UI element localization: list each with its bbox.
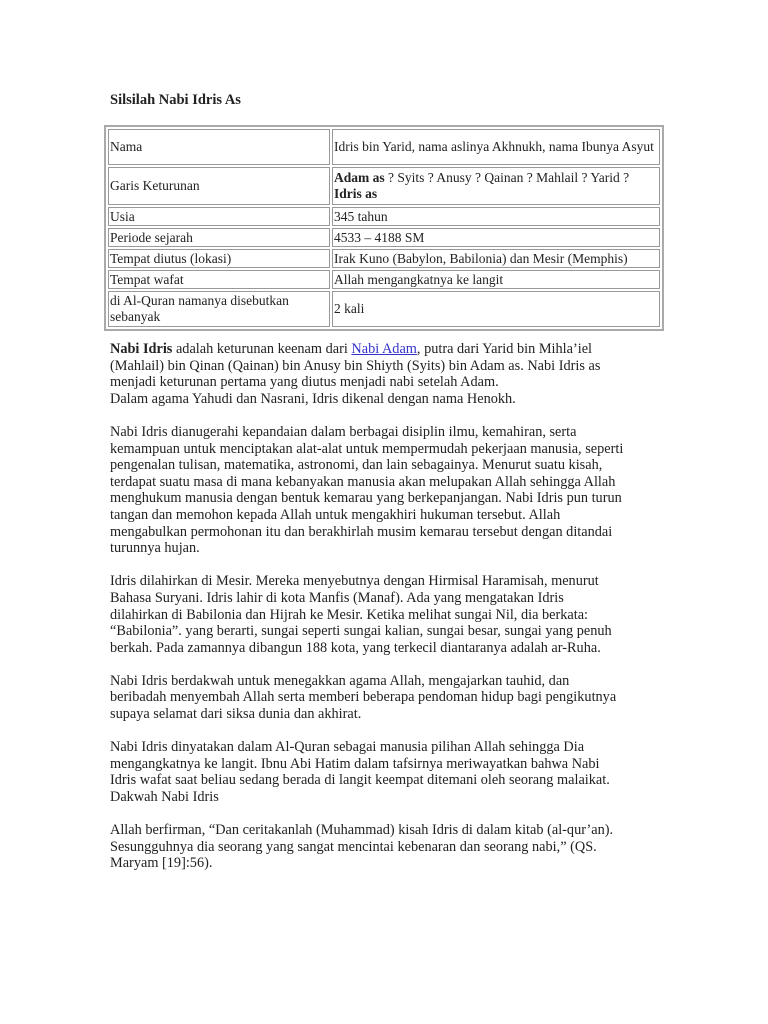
- text-line: Idris dilahirkan di Mesir. Mereka menyebutnya dengan Hirmisal Haramisah, menurut: [110, 573, 599, 590]
- table-key: Usia: [108, 207, 330, 226]
- text-line: terdapat suatu masa di mana kebanyakan manusia akan melupakan Allah sehingga Allah: [110, 473, 616, 490]
- text-line: Nabi Idris berdakwah untuk menegakkan agama Allah, mengajarkan tauhid, dan: [110, 672, 570, 689]
- paragraph: [110, 822, 670, 872]
- table-value: 345 tahun: [332, 207, 660, 226]
- table-key: Tempat wafat: [108, 270, 330, 289]
- paragraph: [110, 424, 670, 557]
- table-row: [108, 167, 660, 205]
- text-line: Maryam [19]:56).: [110, 855, 213, 872]
- table-value: Idris bin Yarid, nama aslinya Akhnukh, nama Ibunya Asyut: [332, 129, 660, 165]
- table-key: Garis Keturunan: [108, 167, 330, 205]
- text-line: “Babilonia”. yang berarti, sungai seperti sungai kalian, sungai besar, sungai yang penuh: [110, 623, 612, 640]
- table-key: Nama: [108, 129, 330, 165]
- table-row: [108, 249, 660, 268]
- table-key: Periode sejarah: [108, 228, 330, 247]
- text-line: mengangkatnya ke langit. Ibnu Abi Hatim dalam tafsirnya meriwayatkan bahwa Nabi: [110, 755, 600, 772]
- bold-text: Idris as: [334, 186, 378, 201]
- text: , putra dari Yarid bin Mihla’iel: [416, 341, 593, 357]
- text-line: Idris wafat saat beliau sedang berada di langit keempat ditemani oleh seorang malaikat.: [110, 772, 610, 789]
- paragraph: [110, 341, 670, 407]
- text-line: Nabi Idris dianugerahi kepandaian dalam berbagai disiplin ilmu, kemahiran, serta: [110, 423, 577, 440]
- nabi-adam-link[interactable]: Nabi Adam: [351, 341, 417, 357]
- table-row: [108, 291, 660, 327]
- bold-text: Nabi Idris: [110, 341, 173, 357]
- table-row: [108, 270, 660, 289]
- table-key: Tempat diutus (lokasi): [108, 249, 330, 268]
- paragraph: [110, 573, 670, 656]
- table-value: [332, 167, 660, 205]
- text-line: turunnya hujan.: [110, 540, 200, 557]
- text-line: menghukum manusia dengan bentuk kemarau yang berkepanjangan. Nabi Idris pun turun: [110, 490, 622, 507]
- table-row: [108, 228, 660, 247]
- text-line: supaya selamat dari siksa dunia dan akhirat.: [110, 706, 362, 723]
- text-line: Sesungguhnya dia seorang yang sangat mencintai kebenaran dan seorang nabi,” (QS.: [110, 838, 597, 855]
- text-line: dilahirkan di Babilonia dan Hijrah ke Mesir. Ketika melihat sungai Nil, dia berkata:: [110, 606, 589, 623]
- text-line: Dalam agama Yahudi dan Nasrani, Idris dikenal dengan nama Henokh.: [110, 390, 516, 407]
- table-row: [108, 129, 660, 165]
- text-line: (Mahlail) bin Qinan (Qainan) bin Anusy bin Shiyth (Syits) bin Adam as. Nabi Idris as: [110, 357, 601, 374]
- table-row: [108, 207, 660, 226]
- text-line: kemampuan untuk menciptakan alat-alat untuk mempermudah pekerjaan manusia, seperti: [110, 440, 624, 457]
- info-table: [104, 125, 664, 331]
- article-body: [110, 341, 670, 889]
- text-line: Bahasa Suryani. Idris lahir di kota Manfis (Manaf). Ada yang mengatakan Idris: [110, 589, 564, 606]
- table-key: di Al-Quran namanya disebutkan sebanyak: [108, 291, 330, 327]
- paragraph: [110, 739, 670, 805]
- text-line: mengabulkan permohonan itu dan berakhirlah musim kemarau tersebut dengan ditandai: [110, 523, 613, 540]
- table-value: 2 kali: [332, 291, 660, 327]
- text-line: tangan dan memohon kepada Allah untuk mengakhiri hukuman tersebut. Allah: [110, 506, 561, 523]
- text-line: berkah. Pada zamannya dibangun 188 kota, yang terkecil diantaranya adalah ar-Ruha.: [110, 639, 601, 656]
- bold-text: Adam as: [334, 170, 385, 185]
- text-line: pengenalan tulisan, matematika, astronomi, dan lain sebagainya. Menurut suatu kisah,: [110, 457, 603, 474]
- text: adalah keturunan keenam dari: [172, 341, 352, 357]
- document-title: Silsilah Nabi Idris As: [110, 92, 241, 108]
- text-line: Allah berfirman, “Dan ceritakanlah (Muhammad) kisah Idris di dalam kitab (al-qur’an).: [110, 822, 614, 839]
- text-line: menjadi keturunan pertama yang diutus menjadi nabi setelah Adam.: [110, 374, 499, 391]
- table-value: 4533 – 4188 SM: [332, 228, 660, 247]
- text: ? Syits ? Anusy ? Qainan ? Mahlail ? Yarid ?: [384, 170, 630, 185]
- table-value: Irak Kuno (Babylon, Babilonia) dan Mesir (Memphis): [332, 249, 660, 268]
- table-value: Allah mengangkatnya ke langit: [332, 270, 660, 289]
- paragraph: [110, 673, 670, 723]
- text-line: Nabi Idris dinyatakan dalam Al-Quran sebagai manusia pilihan Allah sehingga Dia: [110, 739, 585, 756]
- text-line: Dakwah Nabi Idris: [110, 789, 219, 806]
- text-line: beribadah menyembah Allah serta memberi beberapa pendoman hidup bagi pengikutnya: [110, 689, 617, 706]
